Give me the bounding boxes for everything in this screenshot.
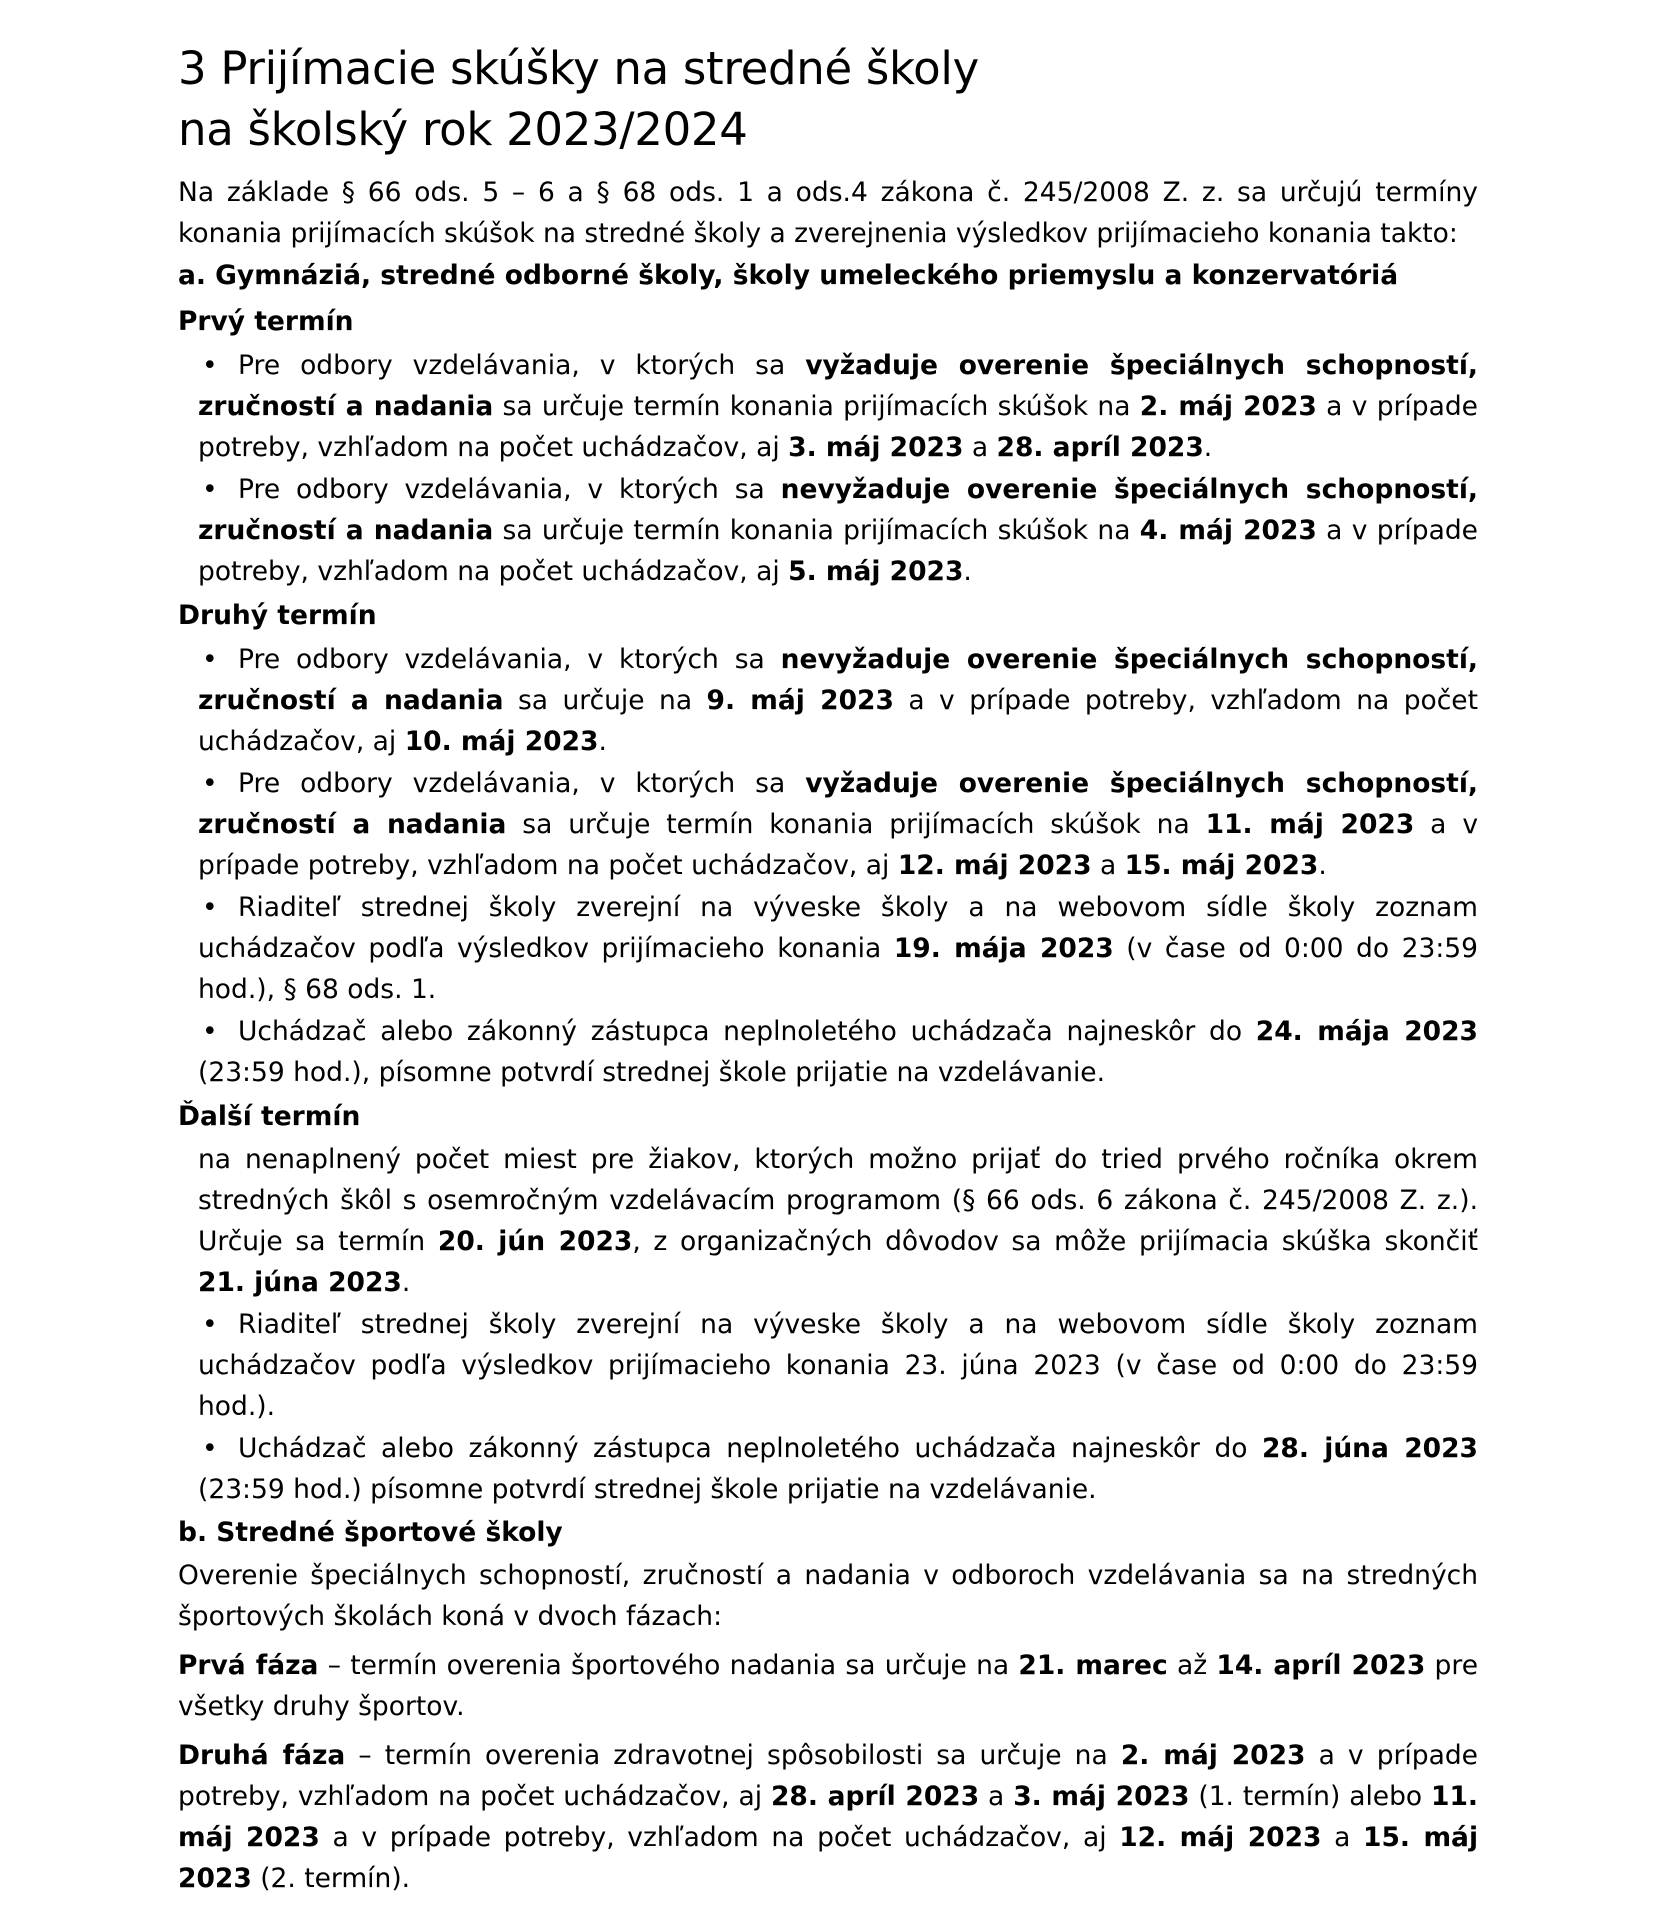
text-run: – termín overenia športového nadania sa určuje na <box>318 1650 1019 1681</box>
document-page <box>178 38 1478 1899</box>
bold-text: nevyžaduje overenie špeciálnych schopností, zručností a nadania <box>198 474 1478 546</box>
bullet-dot-icon: • <box>202 892 218 923</box>
bold-text: 28. apríl 2023 <box>770 1781 980 1812</box>
bullet-dot-icon: • <box>202 1016 218 1047</box>
bold-text: vyžaduje overenie špeciálnych schopností, zručností a nadania <box>198 768 1478 840</box>
list-item <box>198 469 1478 592</box>
bold-text: 11. máj 2023 <box>178 1781 1478 1853</box>
phase-1-paragraph <box>178 1645 1478 1727</box>
intro-paragraph: Na základe § 66 ods. 5 – 6 a § 68 ods. 1 a ods.4 zákona č. 245/2008 Z. z. sa určujú termíny konania prijímacích skúšok na stredné školy a zverejnenia výsledkov prijímacieho konania takto: <box>178 177 1478 249</box>
text-run: (23:59 hod.) písomne potvrdí strednej škole prijatie na vzdelávanie. <box>198 1474 1097 1505</box>
text-run: . <box>598 726 607 757</box>
bullet-dot-icon: • <box>202 768 218 799</box>
bold-text: vyžaduje overenie špeciálnych schopností, zručností a nadania <box>198 350 1478 422</box>
text-run: a v prípade potreby, vzhľadom na počet uchádzačov, aj <box>198 685 1478 757</box>
text-run: sa určuje termín konania prijímacích skúšok na <box>493 391 1140 422</box>
text-run: sa určuje termín konania prijímacích skúšok na <box>493 515 1140 546</box>
text-run: sa určuje termín konania prijímacích skúšok na <box>506 809 1206 840</box>
text-run: Pre odbory vzdelávania, v ktorých sa <box>238 474 781 505</box>
next-term-heading: Ďalší termín <box>178 1101 361 1132</box>
text-run: a v prípade potreby, vzhľadom na počet uchádzačov, aj <box>198 515 1478 587</box>
text-run: a <box>1091 850 1125 881</box>
next-term-paragraph <box>198 1139 1478 1303</box>
bold-text: 3. máj 2023 <box>1013 1781 1190 1812</box>
text-run: a v prípade potreby, vzhľadom na počet uchádzačov, aj <box>198 809 1478 881</box>
text-run: (v čase od 0:00 do 23:59 hod.), § 68 ods. 1. <box>198 933 1478 1005</box>
phase-2-paragraph <box>178 1735 1478 1899</box>
bold-text: Druhá fáza <box>178 1740 346 1771</box>
list-item <box>198 887 1478 1010</box>
bullet-dot-icon: • <box>202 1433 218 1464</box>
bullet-dot-icon: • <box>202 350 218 381</box>
text-run: a v prípade potreby, vzhľadom na počet uchádzačov, aj <box>178 1740 1478 1812</box>
text-run: (2. termín). <box>251 1863 411 1894</box>
first-term-heading: Prvý termín <box>178 306 354 337</box>
text-run: Uchádzač alebo zákonný zástupca neplnoletého uchádzača najneskôr do <box>238 1433 1262 1464</box>
bullet-dot-icon: • <box>202 474 218 505</box>
text-run: Riaditeľ strednej školy zverejní na výveske školy a na webovom sídle školy zoznam uchádzačov podľa výsledkov prijímacieho konania <box>198 892 1478 964</box>
bullet-dot-icon: • <box>202 1309 218 1340</box>
second-term-heading: Druhý termín <box>178 600 377 631</box>
bold-text: 28. júna 2023 <box>1261 1433 1478 1464</box>
bold-text: nevyžaduje overenie špeciálnych schopností, zručností a nadania <box>198 644 1478 716</box>
list-item <box>198 345 1478 468</box>
bold-text: Prvá fáza <box>178 1650 319 1681</box>
list-item <box>198 763 1478 886</box>
bold-text: 15. máj 2023 <box>178 1822 1479 1894</box>
text-run: Uchádzač alebo zákonný zástupca neplnoletého uchádzača najneskôr do <box>238 1016 1256 1047</box>
text-run: pre všetky druhy športov. <box>178 1650 1478 1722</box>
list-item <box>198 639 1478 762</box>
bold-text: 9. máj 2023 <box>706 685 894 716</box>
text-run: (1. termín) alebo <box>1189 1781 1432 1812</box>
page-title <box>178 38 1478 160</box>
section-b-heading: b. Stredné športové školy <box>178 1517 563 1548</box>
text-run: . <box>963 556 972 587</box>
bold-text: 28. apríl 2023 <box>996 432 1204 463</box>
text-run: Pre odbory vzdelávania, v ktorých sa <box>238 350 806 381</box>
bullet-dot-icon: • <box>202 644 218 675</box>
list-item <box>198 1304 1478 1427</box>
text-run: (23:59 hod.), písomne potvrdí strednej škole prijatie na vzdelávanie. <box>198 1057 1106 1088</box>
text-run: Riaditeľ strednej školy zverejní na výveske školy a na webovom sídle školy zoznam uchádzačov podľa výsledkov prijímacieho konania 23. júna 2023 (v čase od 0:00 do 23:59 hod.). <box>198 1309 1478 1422</box>
section-a-heading: a. Gymnáziá, stredné odborné školy, školy umeleckého priemyslu a konzervatóriá <box>178 260 1399 291</box>
bold-text: 2. máj 2023 <box>1139 391 1317 422</box>
text-run: . <box>1318 850 1327 881</box>
text-run: a <box>1321 1822 1364 1853</box>
text-run: až <box>1167 1650 1217 1681</box>
text-run: . <box>401 1267 411 1298</box>
bold-text: 14. apríl 2023 <box>1216 1650 1426 1681</box>
text-run: Pre odbory vzdelávania, v ktorých sa <box>238 644 781 675</box>
bold-text: 15. máj 2023 <box>1124 850 1319 881</box>
bold-text: 20. jún 2023 <box>437 1226 633 1257</box>
bold-text: 10. máj 2023 <box>404 726 599 757</box>
text-run: Pre odbory vzdelávania, v ktorých sa <box>238 768 806 799</box>
bold-text: 11. máj 2023 <box>1205 809 1415 840</box>
bold-text: 4. máj 2023 <box>1139 515 1317 546</box>
page-title-line-2: na školský rok 2023/2024 <box>178 103 748 156</box>
bold-text: 2. máj 2023 <box>1120 1740 1306 1771</box>
text-run: – termín overenia zdravotnej spôsobilosti sa určuje na <box>345 1740 1121 1771</box>
bold-text: 12. máj 2023 <box>897 850 1092 881</box>
bold-text: 21. júna 2023 <box>198 1267 402 1298</box>
section-b-intro: Overenie špeciálnych schopností, zručností a nadania v odboroch vzdelávania sa na stredných športových školách koná v dvoch fázach: <box>178 1560 1478 1632</box>
text-run: a <box>979 1781 1014 1812</box>
bold-text: 3. máj 2023 <box>788 432 964 463</box>
text-run: a v prípade potreby, vzhľadom na počet uchádzačov, aj <box>319 1822 1120 1853</box>
text-run: , z organizačných dôvodov sa môže prijímacia skúška skončiť <box>632 1226 1478 1257</box>
bold-text: 5. máj 2023 <box>788 556 964 587</box>
text-run: a v prípade potreby, vzhľadom na počet uchádzačov, aj <box>198 391 1478 463</box>
text-run: na nenaplnený počet miest pre žiakov, ktorých možno prijať do tried prvého ročníka okrem stredných škôl s osemročným vzdelávacím programom (§ 66 ods. 6 zákona č. 245/2008 Z. z.). Určuje sa termín <box>198 1144 1478 1257</box>
bold-text: 21. marec <box>1018 1650 1168 1681</box>
text-run: a <box>963 432 997 463</box>
page-title-line-1: 3 Prijímacie skúšky na stredné školy <box>178 42 979 95</box>
bold-text: 19. mája 2023 <box>893 933 1114 964</box>
text-run: sa určuje na <box>503 685 707 716</box>
list-item <box>198 1428 1478 1510</box>
bold-text: 12. máj 2023 <box>1119 1822 1322 1853</box>
bold-text: 24. mája 2023 <box>1255 1016 1478 1047</box>
text-run: . <box>1203 432 1213 463</box>
list-item <box>198 1011 1478 1093</box>
